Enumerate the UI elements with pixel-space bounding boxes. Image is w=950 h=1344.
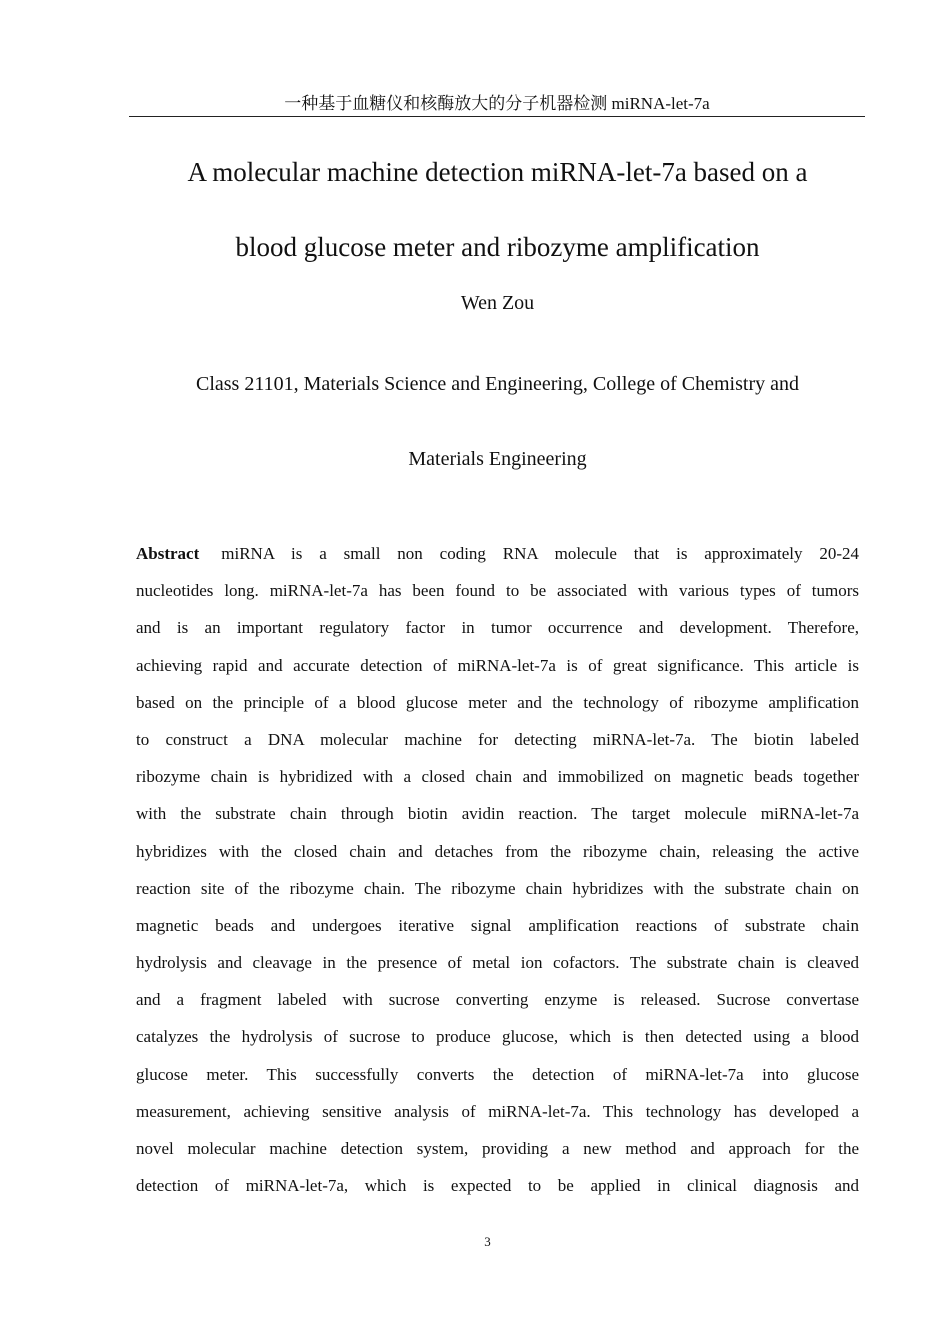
author-affiliation — [100, 347, 895, 497]
header-rule — [129, 116, 865, 117]
abstract-label: Abstract — [136, 544, 200, 563]
abstract-line: measurement, achieving sensitive analysis of miRNA-let-7a. This technology has developed a — [136, 1101, 859, 1121]
abstract-line: hydrolysis and cleavage in the presence of metal ion cofactors. The substrate chain is cleaved — [136, 953, 859, 973]
affiliation-line: Materials Engineering — [408, 448, 587, 470]
abstract-line — [136, 535, 859, 572]
abstract-line: glucose meter. This successfully converts the detection of miRNA-let-7a into glucose — [136, 1064, 859, 1084]
abstract-line: achieving rapid and accurate detection of miRNA-let-7a is of great significance. This article is — [136, 655, 859, 675]
title-line: blood glucose meter and ribozyme amplification — [235, 232, 760, 262]
abstract-line: hybridizes with the closed chain and detaches from the ribozyme chain, releasing the active — [136, 841, 859, 861]
abstract-line: magnetic beads and undergoes iterative signal amplification reactions of substrate chain — [136, 915, 859, 935]
title-line: A molecular machine detection miRNA-let-7a based on a — [187, 157, 808, 187]
affiliation-line: Class 21101, Materials Science and Engineering, College of Chemistry and — [195, 373, 799, 395]
abstract-line: ribozyme chain is hybridized with a closed chain and immobilized on magnetic beads together — [136, 767, 859, 787]
abstract-line: with the substrate chain through biotin avidin reaction. The target molecule miRNA-let-7a — [136, 804, 859, 824]
paper-title — [100, 135, 895, 285]
abstract-line: and a fragment labeled with sucrose converting enzyme is released. Sucrose convertase — [136, 990, 859, 1010]
abstract-line: based on the principle of a blood glucose meter and the technology of ribozyme amplification — [136, 692, 859, 712]
running-header: 一种基于血糖仪和核酶放大的分子机器检测 miRNA-let-7a — [284, 94, 710, 113]
abstract-line-text: miRNA is a small non coding RNA molecule that is approximately 20-24 — [221, 544, 859, 563]
abstract-section — [136, 535, 859, 1204]
abstract-line: nucleotides long. miRNA-let-7a has been found to be associated with various types of tumors — [136, 581, 859, 601]
abstract-line: and is an important regulatory factor in tumor occurrence and development. Therefore, — [136, 618, 859, 638]
abstract-line: catalyzes the hydrolysis of sucrose to produce glucose, which is then detected using a blood — [136, 1027, 859, 1047]
abstract-line: detection of miRNA-let-7a, which is expected to be applied in clinical diagnosis and — [136, 1176, 859, 1196]
abstract-line: novel molecular machine detection system, providing a new method and approach for the — [136, 1139, 859, 1158]
abstract-line: reaction site of the ribozyme chain. The ribozyme chain hybridizes with the substrate chain on — [136, 878, 859, 898]
abstract-line: to construct a DNA molecular machine for detecting miRNA-let-7a. The biotin labeled — [136, 729, 859, 749]
page-number: 3 — [484, 1234, 491, 1249]
author-name: Wen Zou — [460, 292, 535, 314]
